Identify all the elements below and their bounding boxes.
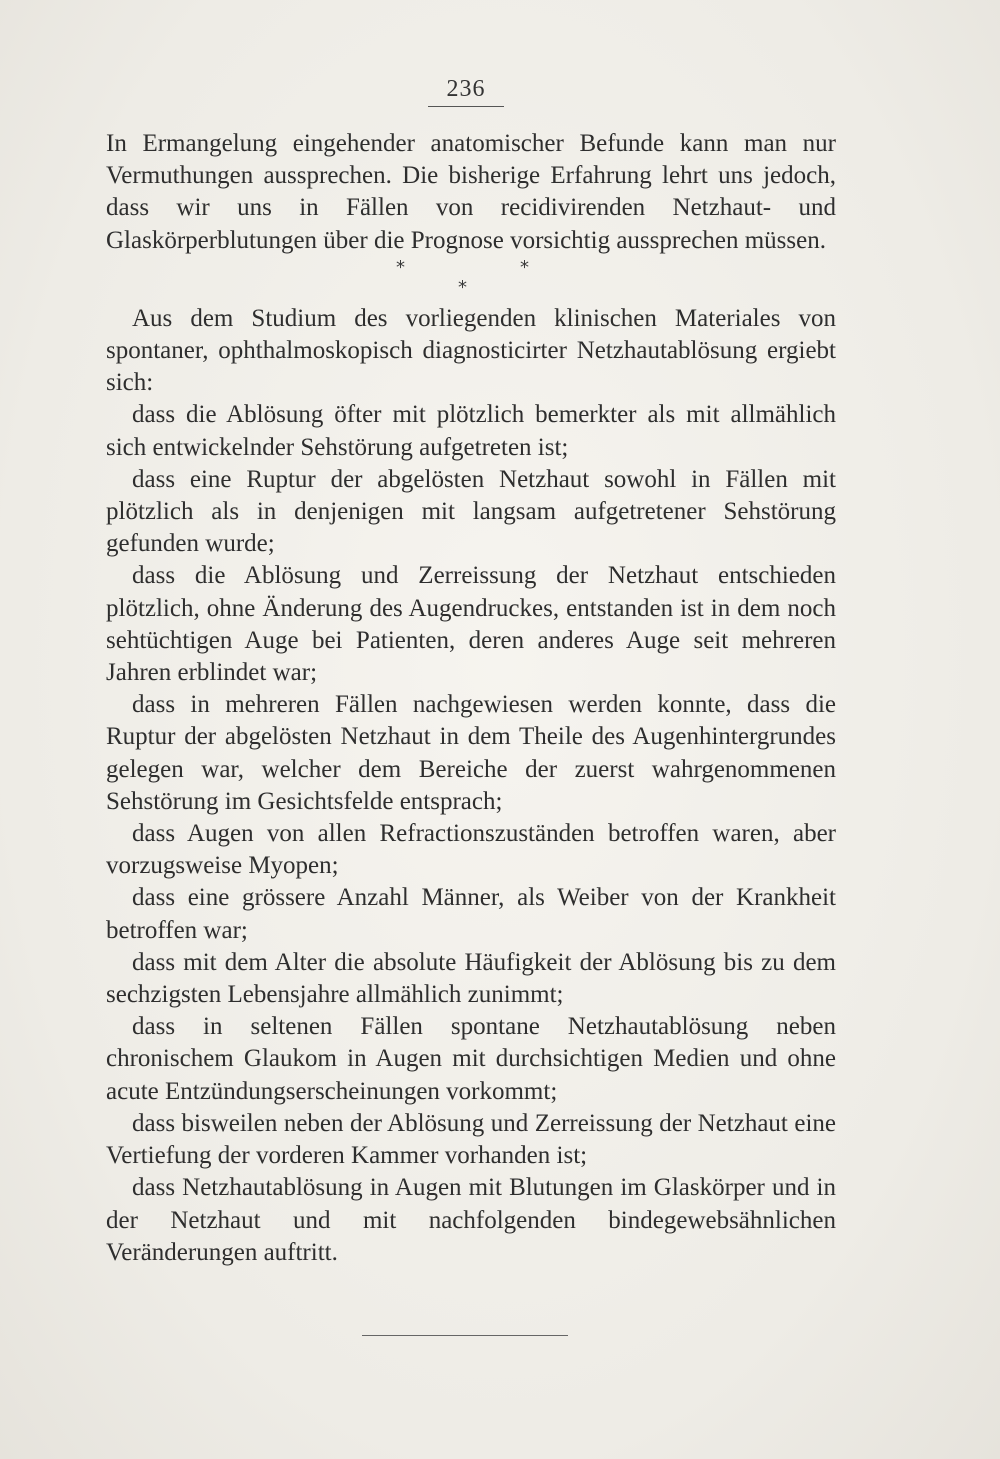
paragraph-finding-5: dass Augen von allen Refractionszuständen betroffen waren, aber vorzugsweise Myopen; [106,820,836,880]
section-asterism [106,257,836,303]
body-text [106,128,836,1269]
paragraph-finding-9: dass bisweilen neben der Ablösung und Zerreissung der Netzhaut eine Vertiefung der vorderen Kammer vorhanden ist; [106,1109,836,1170]
page-number: 236 [428,76,504,107]
paragraph-finding-1: dass die Ablösung öfter mit plötzlich bemerkter als mit allmählich sich entwickelnder Sehstörung aufgetreten ist; [106,401,836,461]
end-rule [362,1335,568,1336]
paragraph-finding-7: dass mit dem Alter die absolute Häufigkeit der Ablösung bis zu dem sechzigsten Lebensjahre allmählich zunimmt; [106,948,836,1009]
paragraph-finding-3: dass die Ablösung und Zerreissung der Netzhaut entschieden plötzlich, ohne Änderung des Augendruckes, entstanden ist in dem noch sehtüchtigen Auge bei Patienten, deren anderes Auge seit mehreren Jahren erblindet war; [106,562,836,687]
paragraph-finding-2: dass eine Ruptur der abgelösten Netzhaut sowohl in Fällen mit plötzlich als in denjenigen mit langsam aufgetretener Sehstörung gefunden wurde; [106,465,836,558]
paragraph-finding-10: dass Netzhautablösung in Augen mit Blutungen im Glaskörper und in der Netzhaut und mit nachfolgenden bindegewebsähnlichen Veränderungen auftritt. [106,1174,836,1266]
asterisk-icon: * [458,276,467,298]
paragraph-finding-8: dass in seltenen Fällen spontane Netzhautablösung neben chronischem Glaukom in Augen mit durchsichtigen Medien und ohne acute Entzündungserscheinungen vorkommt; [106,1013,836,1105]
paragraph-finding-6: dass eine grössere Anzahl Männer, als Weiber von der Krankheit betroffen war; [106,884,836,944]
paragraph-prognosis: In Ermangelung eingehender anatomischer Befunde kann man nur Vermuthungen aussprechen. Die bisherige Erfahrung lehrt uns jedoch, dass wir uns in Fällen von recidivirenden Netzhaut- und Glaskörperblutungen über die Prognose vorsichtig aussprechen müssen. [106,130,836,254]
asterisk-icon: * [396,256,405,278]
paragraph-finding-4: dass in mehreren Fällen nachgewiesen werden konnte, dass die Ruptur der abgelösten Netzhaut in dem Theile des Augenhintergrundes gelegen war, welcher dem Bereiche der zuerst wahrgenommenen Sehstörung im Gesichtsfelde entsprach; [106,691,836,815]
asterisk-icon: * [520,256,529,278]
paragraph-summary-intro: Aus dem Studium des vorliegenden klinischen Materiales von spontaner, ophthalmoskopisch diagnosticirter Netzhautablösung ergiebt sich: [106,304,836,397]
